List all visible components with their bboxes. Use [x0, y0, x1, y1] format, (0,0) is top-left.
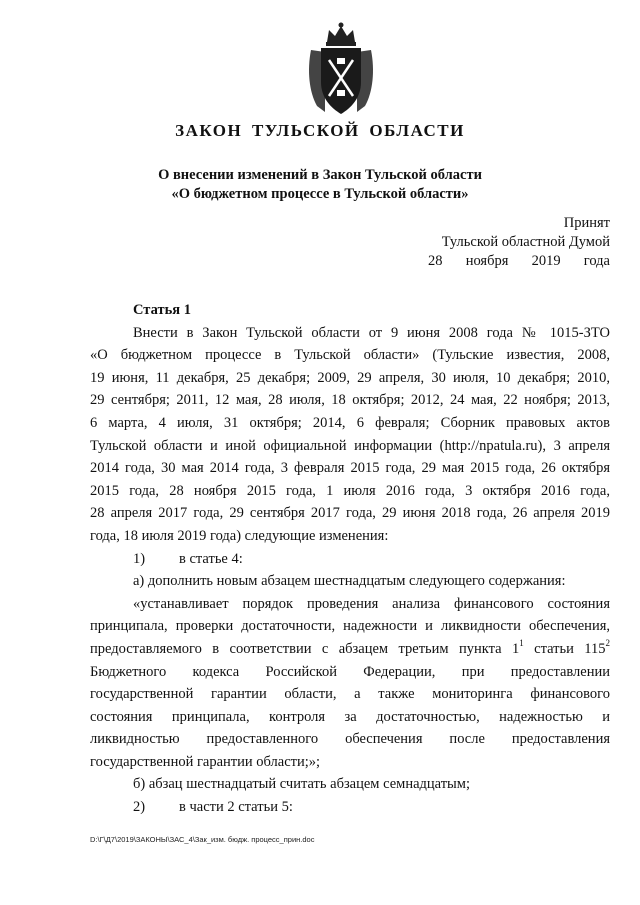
text-line: 2014 года, 30 мая 2014 года, 3 февраля 2015 года, 29 мая 2015 года, 26 октября — [90, 460, 610, 477]
text-segment: статьи 115 — [523, 640, 606, 657]
adoption-day: 28 — [428, 253, 443, 269]
adoption-year-word: года — [583, 253, 610, 269]
adopted-by: Тульской областной Думой — [441, 234, 610, 250]
list-item — [90, 548, 610, 571]
superscript: 2 — [605, 637, 611, 648]
adopted-label: Принят — [563, 215, 610, 231]
adoption-month: ноября — [465, 253, 509, 269]
text-line: состояния принципала, контроля за достаточностью, надежностью и — [90, 708, 610, 725]
text-line: 6 марта, 4 июля, 31 октября; 2014, 6 февраля; Сборник правовых актов — [90, 414, 610, 431]
text-line: «О бюджетном процессе в Тульской области» (Тульские известия, 2008, — [90, 347, 610, 364]
law-title: ЗАКОН ТУЛЬСКОЙ ОБЛАСТИ — [175, 121, 465, 140]
adoption-year: 2019 — [531, 253, 561, 269]
sub-item-b: б) абзац шестнадцатый считать абзацем семнадцатым; — [133, 776, 471, 793]
text-line: года, 18 июля 2019 года) следующие изменения: — [90, 527, 389, 544]
adoption-date — [428, 252, 610, 271]
article-intro — [90, 322, 610, 548]
text-segment: предоставляемого в соответствии с абзацем третьим пункта 1 — [90, 640, 520, 657]
text-line: 2015 года, 28 ноября 2015 года, 1 июля 2016 года, 3 октября 2016 года, — [90, 482, 610, 499]
tula-coat-of-arms-icon — [303, 20, 379, 116]
text-line: 19 июня, 11 декабря, 25 декабря; 2009, 29 апреля, 30 июля, 10 декабря; 2010, — [90, 369, 610, 386]
list-item — [90, 796, 610, 819]
law-subtitle — [0, 166, 640, 204]
text-line: Тульской области и иной официальной информации (http://npatula.ru), 3 апреля — [90, 437, 610, 454]
text-line: Внести в Закон Тульской области от 9 июня 2008 года № 1015-ЗТО — [133, 324, 610, 341]
file-path-footer: D:\Г\Д7\2019\ЗАКОНЫ\ЗАС_4\Зак_изм. бюдж. процесс_прин.doc — [90, 835, 315, 844]
text-line: «устанавливает порядок проведения анализа финансового состояния — [133, 595, 610, 612]
subtitle-line: О внесении изменений в Закон Тульской области — [158, 167, 482, 183]
text-line: государственной гарантии области, а также мониторинга финансового — [90, 686, 610, 703]
item-text: в части 2 статьи 5: — [179, 799, 293, 816]
text-line: принципала, проверки достаточности, надежности и ликвидности обеспечения, — [90, 618, 610, 635]
subtitle-line: «О бюджетном процессе в Тульской области» — [171, 186, 469, 202]
superscript: 1 — [519, 637, 524, 648]
text-line: государственной гарантии области;»; — [90, 753, 321, 770]
text-line: 28 апреля 2017 года, 29 сентября 2017 года, 29 июня 2018 года, 26 апреля 2019 — [90, 505, 610, 522]
item-number: 1) — [133, 550, 146, 567]
adoption-block — [428, 214, 610, 271]
text-line: ликвидностью предоставленного обеспечения после предоставления — [90, 731, 610, 748]
item-number: 2) — [133, 799, 146, 816]
item-text: в статье 4: — [179, 550, 243, 567]
sub-item-a: а) дополнить новым абзацем шестнадцатым следующего содержания: — [133, 573, 566, 590]
text-line — [90, 638, 610, 661]
document-body — [90, 299, 610, 819]
text-line: Бюджетного кодекса Российской Федерации, при предоставлении — [90, 663, 610, 680]
article-heading: Статья 1 — [133, 302, 191, 318]
text-line: 29 сентября; 2011, 12 мая, 28 июля, 18 октября; 2012, 24 мая, 22 ноября; 2013, — [90, 392, 610, 409]
quoted-text — [90, 593, 610, 774]
